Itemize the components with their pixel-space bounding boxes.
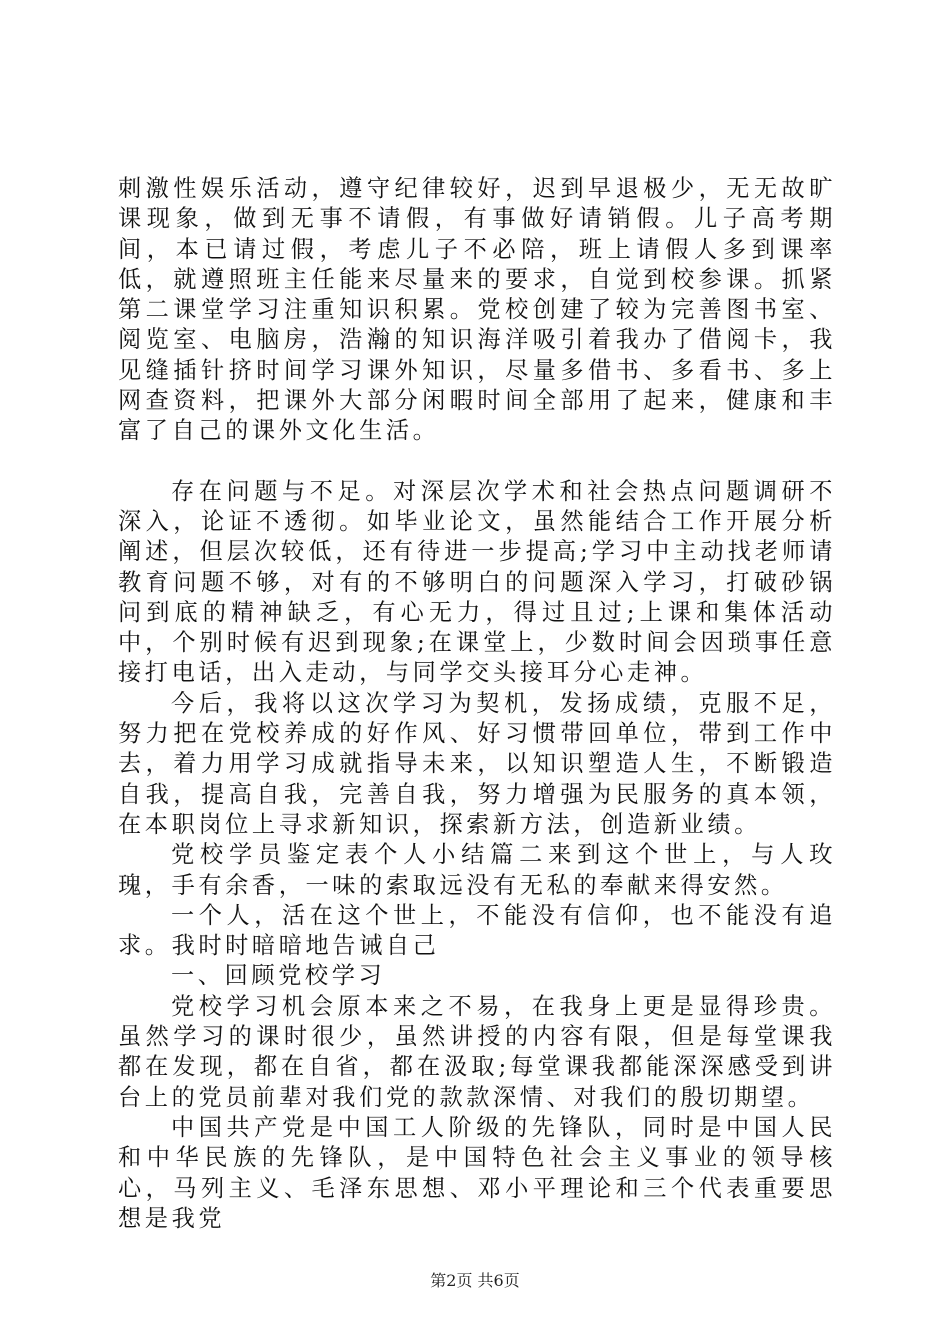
paragraph-study-opportunity: 党校学习机会原本来之不易，在我身上更是显得珍贵。虽然学习的课时很少，虽然讲授的内容有限，但是每堂课我都在发现，都在自省，都在汲取;每堂课我都能深深感受到讲台上的党员前辈对我们党的款款深情、对我们的殷切期望。 bbox=[118, 992, 836, 1111]
paragraph-future-plan: 今后，我将以这次学习为契机，发扬成绩，克服不足，努力把在党校养成的好作风、好习惯带回单位，带到工作中去，着力用学习成就指导未来，以知识塑造人生，不断锻造自我，提高自我，完善自我，努力增强为民服务的真本领，在本职岗位上寻求新知识，探索新方法，创造新业绩。 bbox=[118, 689, 836, 838]
paragraph-part-two-intro: 党校学员鉴定表个人小结篇二来到这个世上，与人玫瑰，手有余香，一味的索取远没有无私的奉献来得安然。 bbox=[118, 841, 836, 899]
paragraph-party-vanguard: 中国共产党是中国工人阶级的先锋队，同时是中国人民和中华民族的先锋队，是中国特色社会主义事业的领导核心，马列主义、毛泽东思想、邓小平理论和三个代表重要思想是我党 bbox=[118, 1113, 836, 1232]
paragraph-problems: 存在问题与不足。对深层次学术和社会热点问题调研不深入，论证不透彻。如毕业论文，虽然能结合工作开展分析阐述，但层次较低，还有待进一步提高;学习中主动找老师请教育问题不够，对有的不够明白的问题深入学习，打破砂锅问到底的精神缺乏，有心无力，得过且过;上课和集体活动中，个别时候有迟到现象;在课堂上，少数时间会因琐事任意接打电话，出入走动，与同学交头接耳分心走神。 bbox=[118, 477, 836, 687]
paragraph-belief: 一个人，活在这个世上，不能没有信仰，也不能没有追求。我时时暗暗地告诫自己 bbox=[118, 901, 836, 960]
paragraph-study-discipline: 刺激性娱乐活动，遵守纪律较好，迟到早退极少，无无故旷课现象，做到无事不请假，有事做好请销假。儿子高考期间，本已请过假，考虑儿子不必陪，班上请假人多到课率低，就遵照班主任能来尽量来的要求，自觉到校参课。抓紧第二课堂学习注重知识积累。党校创建了较为完善图书室、阅览室、电脑房，浩瀚的知识海洋吸引着我办了借阅卡，我见缝插针挤时间学习课外知识，尽量多借书、多看书、多上网查资料，把课外大部分闲暇时间全部用了起来，健康和丰富了自己的课外文化生活。 bbox=[118, 175, 836, 445]
section-heading-review: 一、回顾党校学习 bbox=[171, 962, 386, 990]
document-body bbox=[118, 174, 836, 1234]
page-number-footer: 第2页 共6页 bbox=[430, 1271, 520, 1290]
